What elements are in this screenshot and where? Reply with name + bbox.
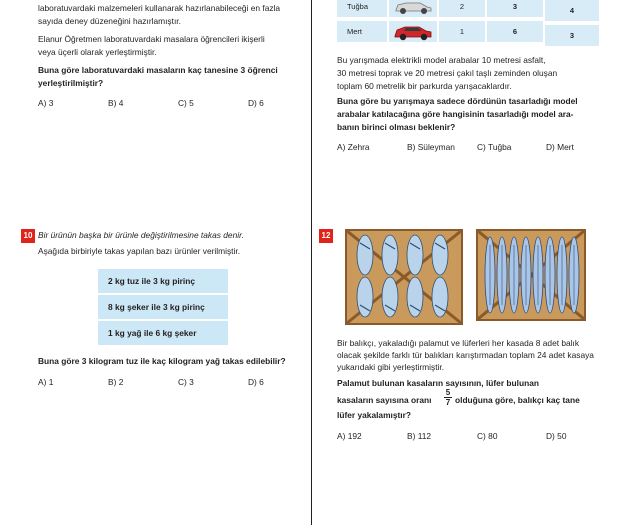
option-d[interactable]: D) Mert	[546, 142, 574, 152]
car-image	[389, 21, 437, 42]
table-cell: 2	[439, 0, 485, 17]
question-text: laboratuvardaki malzemeleri kullanarak hazırlanabileceği en fazla	[38, 3, 281, 13]
table-cell: 1	[439, 21, 485, 42]
option-c[interactable]: C) 3	[178, 377, 194, 387]
option-a[interactable]: A) 3	[38, 98, 54, 108]
fish-crate-lufer	[476, 229, 586, 321]
car-red-icon	[393, 23, 433, 41]
question-number-badge: 10	[21, 229, 35, 243]
option-d[interactable]: D) 6	[248, 98, 264, 108]
question-prompt: arabalar katılacağına göre hangisinin tasarladığı model ara-	[337, 109, 574, 119]
question-text: Aşağıda birbiriyle takas yapılan bazı ürünler verilmiştir.	[38, 246, 241, 256]
question-text: olacak şekilde farklı tür balıkları karıştırmadan toplam 24 adet kasaya	[337, 350, 594, 360]
lufer-fish-image	[478, 231, 584, 319]
option-d[interactable]: D) 50	[546, 431, 567, 441]
ratio-fraction	[444, 388, 452, 407]
option-a[interactable]: A) 192	[337, 431, 362, 441]
table-cell: 6	[487, 21, 543, 42]
question-text: yukarıdaki gibi yerleştirmiştir.	[337, 362, 445, 372]
option-b[interactable]: B) 2	[108, 377, 124, 387]
question-text: Bir ürünün başka bir ürünle değiştirilmesine takas denir.	[38, 230, 244, 240]
question-text: veya üçerli olarak yerleştirmiştir.	[38, 47, 157, 57]
question-prompt: Palamut bulunan kasaların sayısının, lüfer bulunan	[337, 378, 539, 388]
fish-crate-palamut	[345, 229, 463, 325]
question-prompt: yerleştirilmiştir?	[38, 78, 104, 88]
fraction-numerator: 5	[445, 388, 451, 397]
option-c[interactable]: C) 5	[178, 98, 194, 108]
question-prompt: banın birinci olması beklenir?	[337, 122, 456, 132]
question-prompt: lüfer yakalamıştır?	[337, 410, 412, 420]
question-prompt: olduğuna göre, balıkçı kaç tane	[455, 395, 580, 405]
table-row	[337, 21, 599, 43]
option-c[interactable]: C) 80	[477, 431, 498, 441]
option-b[interactable]: B) Süleyman	[407, 142, 455, 152]
car-silver-icon	[393, 0, 433, 15]
question-text: toplam 60 metrelik bir parkurda yarışacaklardır.	[337, 81, 512, 91]
option-c[interactable]: C) Tuğba	[477, 142, 512, 152]
question-text: Elanur Öğretmen laboratuvardaki masalara öğrencileri ikişerli	[38, 34, 265, 44]
table-cell: 3	[545, 25, 599, 46]
table-cell: 4	[545, 0, 599, 21]
option-a[interactable]: A) 1	[38, 377, 54, 387]
option-a[interactable]: A) Zehra	[337, 142, 370, 152]
trade-box: 2 kg tuz ile 3 kg pirinç	[98, 269, 228, 293]
option-b[interactable]: B) 4	[108, 98, 124, 108]
trade-box: 8 kg şeker ile 3 kg pirinç	[98, 295, 228, 319]
table-cell-name: Mert	[337, 21, 387, 42]
table-cell: 3	[487, 0, 543, 17]
question-prompt: kasaların sayısına oranı	[337, 395, 432, 405]
car-image	[389, 0, 437, 17]
trade-box: 1 kg yağ ile 6 kg şeker	[98, 321, 228, 345]
palamut-fish-image	[347, 231, 461, 323]
question-text: 30 metresi toprak ve 20 metresi çakıl taşlı zeminden oluşan	[337, 68, 558, 78]
option-d[interactable]: D) 6	[248, 377, 264, 387]
question-number-badge: 12	[319, 229, 333, 243]
question-text: sayıda deney düzeneğini hazırlamıştır.	[38, 16, 181, 26]
option-b[interactable]: B) 112	[407, 431, 432, 441]
question-prompt: Buna göre bu yarışmaya sadece dördünün tasarladığı model	[337, 96, 578, 106]
table-cell-name: Tuğba	[337, 0, 387, 17]
table-row	[337, 0, 599, 18]
fraction-denominator: 7	[445, 398, 451, 407]
question-prompt: Buna göre 3 kilogram tuz ile kaç kilogram yağ takas edilebilir?	[38, 356, 286, 366]
question-text: Bu yarışmada elektrikli model arabalar 10 metresi asfalt,	[337, 55, 546, 65]
column-divider	[311, 0, 312, 525]
question-text: Bir balıkçı, yakaladığı palamut ve lüferleri her kasada 8 adet balık	[337, 338, 580, 348]
question-prompt: Buna göre laboratuvardaki masaların kaç tanesine 3 öğrenci	[38, 65, 278, 75]
